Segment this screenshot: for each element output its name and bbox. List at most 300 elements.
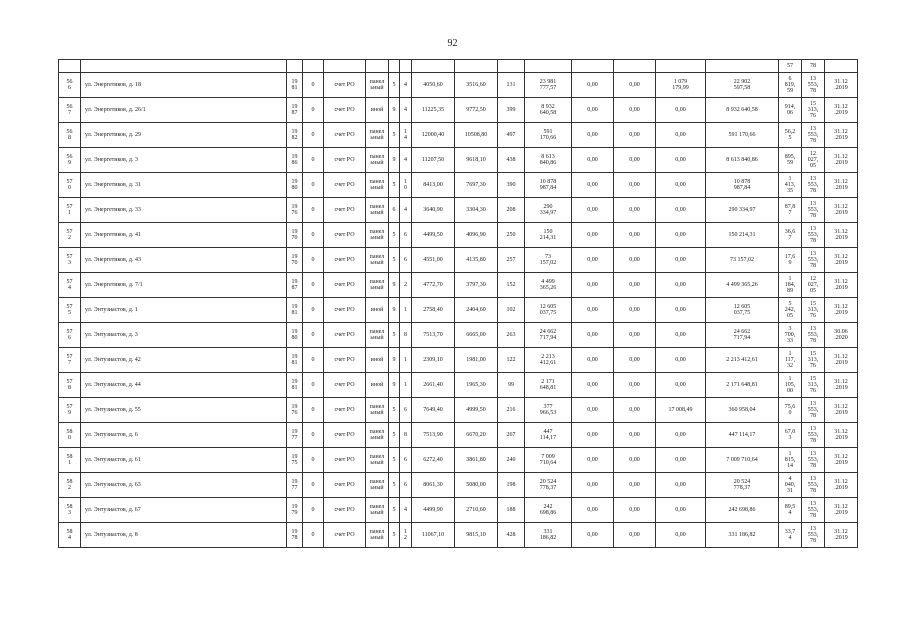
cell-cost-local: 0,00 [656,473,706,498]
cell-wall-material: панел ьный [366,423,389,448]
cell-cost-regional: 0,00 [614,248,656,273]
cell-fund-method: счет РО [324,98,366,123]
cell-address: ул. Энергетиков, д. 3 [81,148,287,173]
cell-entrances: 1 [400,373,412,398]
cell-address: ул. Энтузиастов, д. 61 [81,448,287,473]
table-row [59,523,858,548]
cell-cost-local: 0,00 [656,223,706,248]
cell-row-number: 58 1 [59,448,81,473]
cell-cost-owners: 12 605 037,75 [706,298,779,323]
cell-floors: 9 [389,98,400,123]
cell-fund-method: счет РО [324,473,366,498]
cell-cost-local: 0,00 [656,423,706,448]
cell-cost-regional: 0,00 [614,148,656,173]
continuation-row [59,60,858,73]
cell-row-number: 58 0 [59,423,81,448]
cell-cost-owners: 7 009 710,64 [706,448,779,473]
cell-specific-cost: 36,6 7 [779,223,802,248]
cell-residents: 497 [498,123,525,148]
cell-cost-regional: 0,00 [614,498,656,523]
cell-specific-cost: 1 413, 35 [779,173,802,198]
cell-specific-cost: 57 [779,60,802,73]
cell-total-cost: 331 186,82 [525,523,572,548]
cell-year-built: 19 76 [287,198,303,223]
cell-zero-value: 0 [303,373,324,398]
cell-year-built: 19 87 [287,98,303,123]
cell-floors: 9 [389,373,400,398]
cell-wall-material: панел ьный [366,448,389,473]
cell-row-number: 58 4 [59,523,81,548]
cell-floors: 9 [389,348,400,373]
cell-cost-federal: 0,00 [572,98,614,123]
cell-specific-cost: 87,8 7 [779,198,802,223]
cell-area-living: 6670,20 [455,423,498,448]
cell-planned-date: 31.12 .2019 [825,373,858,398]
table-row [59,123,858,148]
cell-limit-cost: 13 553, 78 [802,398,825,423]
cell-floors: 5 [389,423,400,448]
cell-entrances: 8 [400,423,412,448]
cell-floors: 5 [389,323,400,348]
cell-residents: 131 [498,73,525,98]
cell-specific-cost: 89,5 4 [779,498,802,523]
cell-limit-cost: 15 313, 76 [802,98,825,123]
table-row [59,398,858,423]
cell-fund-method: счет РО [324,323,366,348]
cell-cost-local: 1 079 179,99 [656,73,706,98]
cell-row-number: 56 7 [59,98,81,123]
cell-planned-date: 31.12 .2019 [825,123,858,148]
cell-cost-regional: 0,00 [614,423,656,448]
cell-year-built: 19 81 [287,73,303,98]
table-row [59,298,858,323]
cell-entrances: 6 [400,473,412,498]
cell-residents: 257 [498,248,525,273]
table-row [59,173,858,198]
cell-entrances: 1 [400,348,412,373]
cell-planned-date: 31.12 .2019 [825,398,858,423]
cell-limit-cost: 13 553, 78 [802,198,825,223]
cell-residents: 267 [498,423,525,448]
cell-cost-federal: 0,00 [572,298,614,323]
cell-entrances: 6 [400,223,412,248]
cell-address: ул. Энтузиастов, д. 44 [81,373,287,398]
table-row [59,473,858,498]
cell-wall-material: панел ьный [366,498,389,523]
cell-cost-local: 0,00 [656,273,706,298]
cell-specific-cost: 895, 59 [779,148,802,173]
cell-cost-federal: 0,00 [572,123,614,148]
cell-wall-material: иной [366,373,389,398]
cell-residents: 198 [498,473,525,498]
table-row [59,98,858,123]
cell-zero-value: 0 [303,148,324,173]
cell-entrances: 4 [400,498,412,523]
cell-cost-owners: 8 613 840,86 [706,148,779,173]
cell-zero-value: 0 [303,73,324,98]
cell-planned-date: 30.06 .2020 [825,323,858,348]
cell-area-living: 5080,00 [455,473,498,498]
cell-entrances: 1 4 [400,123,412,148]
cell-cost-owners: 22 902 597,58 [706,73,779,98]
cell-fund-method: счет РО [324,248,366,273]
cell-area-total: 4050,60 [412,73,455,98]
cell-residents: 99 [498,373,525,398]
cell-total-cost: 20 524 778,37 [525,473,572,498]
cell-total-cost: 377 966,53 [525,398,572,423]
cell-limit-cost: 13 553, 78 [802,123,825,148]
cell-cost-federal: 0,00 [572,473,614,498]
cell-limit-cost: 13 553, 78 [802,498,825,523]
cell-cost-federal: 0,00 [572,348,614,373]
cell-total-cost: 2 213 412,61 [525,348,572,373]
cell-area-living: 10508,80 [455,123,498,148]
cell-row-number: 57 1 [59,198,81,223]
cell-zero-value: 0 [303,248,324,273]
cell-wall-material: иной [366,98,389,123]
cell-floors: 9 [389,148,400,173]
cell-floors: 5 [389,398,400,423]
cell-limit-cost: 13 553, 78 [802,73,825,98]
cell-limit-cost: 15 313, 76 [802,298,825,323]
cell-cost-regional: 0,00 [614,173,656,198]
cell-planned-date: 31.12 .2019 [825,298,858,323]
cell-row-number: 57 6 [59,323,81,348]
cell-limit-cost: 15 313, 76 [802,348,825,373]
cell-cost-regional: 0,00 [614,73,656,98]
cell-wall-material: панел ьный [366,148,389,173]
cell-floors: 5 [389,73,400,98]
cell-floors: 9 [389,298,400,323]
cell-limit-cost: 13 553, 78 [802,248,825,273]
table-row [59,348,858,373]
cell-area-living: 4096,90 [455,223,498,248]
cell-planned-date: 31.12 .2019 [825,498,858,523]
cell-specific-cost: 17,6 9 [779,248,802,273]
cell-planned-date: 31.12 .2019 [825,173,858,198]
cell-floors: 5 [389,123,400,148]
cell-area-living: 9815,10 [455,523,498,548]
cell-area-total: 8413,00 [412,173,455,198]
cell-fund-method: счет РО [324,348,366,373]
cell-cost-federal: 0,00 [572,148,614,173]
cell-floors: 9 [389,273,400,298]
cell-total-cost: 12 605 037,75 [525,298,572,323]
cell-entrances: 6 [400,398,412,423]
cell-planned-date: 31.12 .2019 [825,523,858,548]
cell-specific-cost: 1 815, 14 [779,448,802,473]
cell-area-total: 12000,40 [412,123,455,148]
cell-area-total: 4551,00 [412,248,455,273]
table-row [59,198,858,223]
cell-area-living: 4999,50 [455,398,498,423]
cell-fund-method: счет РО [324,123,366,148]
cell-area-total: 8061,30 [412,473,455,498]
cell-cost-federal: 0,00 [572,248,614,273]
cell-specific-cost: 67,0 3 [779,423,802,448]
cell-cost-owners: 447 114,17 [706,423,779,448]
cell-cost-local: 0,00 [656,173,706,198]
cell-cost-owners: 8 932 640,58 [706,98,779,123]
cell-planned-date: 31.12 .2019 [825,73,858,98]
cell-zero-value: 0 [303,473,324,498]
cell-area-total: 7513,90 [412,423,455,448]
cell-cost-owners: 591 170,66 [706,123,779,148]
cell-area-total: 2309,10 [412,348,455,373]
table-row [59,323,858,348]
cell-address: ул. Энтузиастов, д. 6 [81,423,287,448]
cell-cost-owners: 150 214,31 [706,223,779,248]
cell-address: ул. Энтузиастов, д. 55 [81,398,287,423]
cell-fund-method: счет РО [324,448,366,473]
cell-area-total: 7649,40 [412,398,455,423]
cell-cost-federal: 0,00 [572,198,614,223]
cell-wall-material: панел ьный [366,523,389,548]
cell-area-living: 3797,30 [455,273,498,298]
cell-specific-cost: 75,6 0 [779,398,802,423]
cell-address: ул. Энергетиков, д. 43 [81,248,287,273]
cell-cost-regional: 0,00 [614,298,656,323]
cell-wall-material: панел ьный [366,198,389,223]
cell-address: ул. Энергетиков, д. 7/1 [81,273,287,298]
cell-address: ул. Энтузиастов, д. 67 [81,498,287,523]
cell-specific-cost: 6 819, 59 [779,73,802,98]
cell-address: ул. Энтузиастов, д. 3 [81,323,287,348]
cell-cost-regional: 0,00 [614,373,656,398]
cell-fund-method: счет РО [324,73,366,98]
cell-zero-value: 0 [303,98,324,123]
cell-area-living: 7697,30 [455,173,498,198]
cell-total-cost: 150 214,31 [525,223,572,248]
cell-specific-cost: 33,7 4 [779,523,802,548]
cell-zero-value: 0 [303,123,324,148]
cell-cost-local: 0,00 [656,323,706,348]
cell-area-total: 11225,35 [412,98,455,123]
cell-residents: 240 [498,448,525,473]
cell-address: ул. Энергетиков, д. 41 [81,223,287,248]
cell-entrances: 4 [400,98,412,123]
cell-year-built: 19 76 [287,398,303,423]
cell-specific-cost: 1 117, 32 [779,348,802,373]
cell-fund-method: счет РО [324,273,366,298]
cell-cost-regional: 0,00 [614,473,656,498]
cell-area-total: 6272,40 [412,448,455,473]
cell-area-living: 9772,50 [455,98,498,123]
cell-limit-cost: 12 027, 05 [802,148,825,173]
cell-fund-method: счет РО [324,423,366,448]
cell-entrances: 1 2 [400,523,412,548]
cell-zero-value: 0 [303,348,324,373]
table-row [59,273,858,298]
cell-floors: 6 [389,198,400,223]
cell-fund-method: счет РО [324,223,366,248]
cell-cost-local: 0,00 [656,248,706,273]
cell-cost-owners: 331 186,82 [706,523,779,548]
table-row [59,148,858,173]
cell-year-built: 19 77 [287,473,303,498]
cell-cost-regional: 0,00 [614,323,656,348]
cell-wall-material: панел ьный [366,248,389,273]
cell-zero-value: 0 [303,398,324,423]
cell-limit-cost: 15 313, 76 [802,373,825,398]
cell-cost-local: 0,00 [656,298,706,323]
cell-cost-owners: 20 524 778,37 [706,473,779,498]
table-row [59,448,858,473]
cell-total-cost: 2 171 648,81 [525,373,572,398]
cell-area-living: 1965,30 [455,373,498,398]
cell-wall-material: панел ьный [366,223,389,248]
cell-year-built: 19 81 [287,373,303,398]
cell-wall-material: панел ьный [366,398,389,423]
cell-specific-cost: 1 184, 89 [779,273,802,298]
cell-floors: 5 [389,223,400,248]
cell-row-number: 58 3 [59,498,81,523]
cell-limit-cost: 13 553, 78 [802,423,825,448]
cell-cost-local: 0,00 [656,148,706,173]
cell-total-cost: 447 114,17 [525,423,572,448]
cell-specific-cost: 914, 06 [779,98,802,123]
cell-entrances: 4 [400,148,412,173]
cell-row-number: 57 0 [59,173,81,198]
cell-row-number: 57 9 [59,398,81,423]
cell-residents: 250 [498,223,525,248]
cell-residents: 390 [498,173,525,198]
cell-row-number: 58 2 [59,473,81,498]
cell-cost-owners: 73 157,02 [706,248,779,273]
table-row [59,373,858,398]
cell-entrances: 6 [400,448,412,473]
cell-cost-federal: 0,00 [572,373,614,398]
cell-cost-federal: 0,00 [572,273,614,298]
cell-cost-federal: 0,00 [572,498,614,523]
cell-cost-federal: 0,00 [572,448,614,473]
cell-floors: 5 [389,248,400,273]
cell-planned-date: 31.12 .2019 [825,223,858,248]
cell-year-built: 19 78 [287,523,303,548]
table-row [59,223,858,248]
cell-fund-method: счет РО [324,148,366,173]
cell-row-number: 57 4 [59,273,81,298]
table-row [59,248,858,273]
cell-cost-regional: 0,00 [614,123,656,148]
cell-zero-value: 0 [303,523,324,548]
cell-floors: 5 [389,473,400,498]
cell-specific-cost: 3 700, 33 [779,323,802,348]
cell-cost-federal: 0,00 [572,173,614,198]
cell-area-total: 2661,40 [412,373,455,398]
cell-zero-value: 0 [303,448,324,473]
cell-total-cost: 23 981 777,57 [525,73,572,98]
cell-wall-material: панел ьный [366,173,389,198]
cell-address: ул. Энтузиастов, д. 8 [81,523,287,548]
cell-address: ул. Энтузиастов, д. 1 [81,298,287,323]
cell-cost-local: 0,00 [656,348,706,373]
cell-total-cost: 242 698,86 [525,498,572,523]
cell-entrances: 8 [400,323,412,348]
cell-entrances: 6 [400,248,412,273]
cell-year-built: 19 75 [287,448,303,473]
cell-entrances: 1 [400,298,412,323]
cell-planned-date: 31.12 .2019 [825,473,858,498]
cell-cost-regional: 0,00 [614,273,656,298]
cell-row-number: 57 8 [59,373,81,398]
cell-fund-method: счет РО [324,173,366,198]
cell-wall-material: панел ьный [366,123,389,148]
cell-cost-federal: 0,00 [572,73,614,98]
cell-cost-local: 0,00 [656,498,706,523]
cell-specific-cost: 56,2 5 [779,123,802,148]
cell-year-built: 19 70 [287,223,303,248]
cell-cost-federal: 0,00 [572,398,614,423]
cell-cost-local: 0,00 [656,198,706,223]
cell-cost-regional: 0,00 [614,398,656,423]
cell-total-cost: 4 499 365,26 [525,273,572,298]
cell-wall-material: иной [366,348,389,373]
cell-zero-value: 0 [303,223,324,248]
cell-wall-material: иной [366,298,389,323]
cell-row-number: 57 2 [59,223,81,248]
cell-area-living: 2404,60 [455,298,498,323]
cell-cost-federal: 0,00 [572,223,614,248]
cell-residents: 399 [498,98,525,123]
cell-wall-material: панел ьный [366,273,389,298]
cell-total-cost: 10 878 987,84 [525,173,572,198]
cell-area-living: 6665,00 [455,323,498,348]
cell-limit-cost: 13 553, 78 [802,473,825,498]
cell-zero-value: 0 [303,198,324,223]
cell-cost-federal: 0,00 [572,523,614,548]
cell-zero-value: 0 [303,173,324,198]
cell-cost-local: 0,00 [656,123,706,148]
cell-specific-cost: 5 242, 05 [779,298,802,323]
cell-row-number: 56 8 [59,123,81,148]
cell-floors: 5 [389,448,400,473]
cell-floors: 5 [389,173,400,198]
cell-cost-federal: 0,00 [572,323,614,348]
cell-cost-regional: 0,00 [614,223,656,248]
cell-zero-value: 0 [303,273,324,298]
cell-residents: 122 [498,348,525,373]
cell-cost-owners: 242 698,86 [706,498,779,523]
cell-planned-date: 31.12 .2019 [825,423,858,448]
cell-planned-date: 31.12 .2019 [825,98,858,123]
cell-limit-cost: 13 553, 78 [802,523,825,548]
cell-address: ул. Энергетиков, д. 31 [81,173,287,198]
cell-address: ул. Энергетиков, д. 26/1 [81,98,287,123]
cell-cost-local: 0,00 [656,98,706,123]
cell-address: ул. Энергетиков, д. 18 [81,73,287,98]
cell-zero-value: 0 [303,298,324,323]
cell-fund-method: счет РО [324,398,366,423]
cell-total-cost: 290 334,97 [525,198,572,223]
cell-area-total: 4499,50 [412,223,455,248]
cell-address: ул. Энтузиастов, д. 42 [81,348,287,373]
cell-cost-owners: 4 499 365,26 [706,273,779,298]
cell-area-total: 7513,70 [412,323,455,348]
cell-area-living: 3516,60 [455,73,498,98]
cell-cost-owners: 2 213 412,61 [706,348,779,373]
cell-residents: 188 [498,498,525,523]
cell-year-built: 19 77 [287,423,303,448]
cell-cost-regional: 0,00 [614,448,656,473]
cell-residents: 102 [498,298,525,323]
cell-area-total: 4772,70 [412,273,455,298]
housing-register-table [58,59,858,548]
cell-area-living: 4135,80 [455,248,498,273]
cell-specific-cost: 4 040, 31 [779,473,802,498]
cell-cost-owners: 290 334,97 [706,198,779,223]
cell-limit-cost: 13 553, 78 [802,173,825,198]
